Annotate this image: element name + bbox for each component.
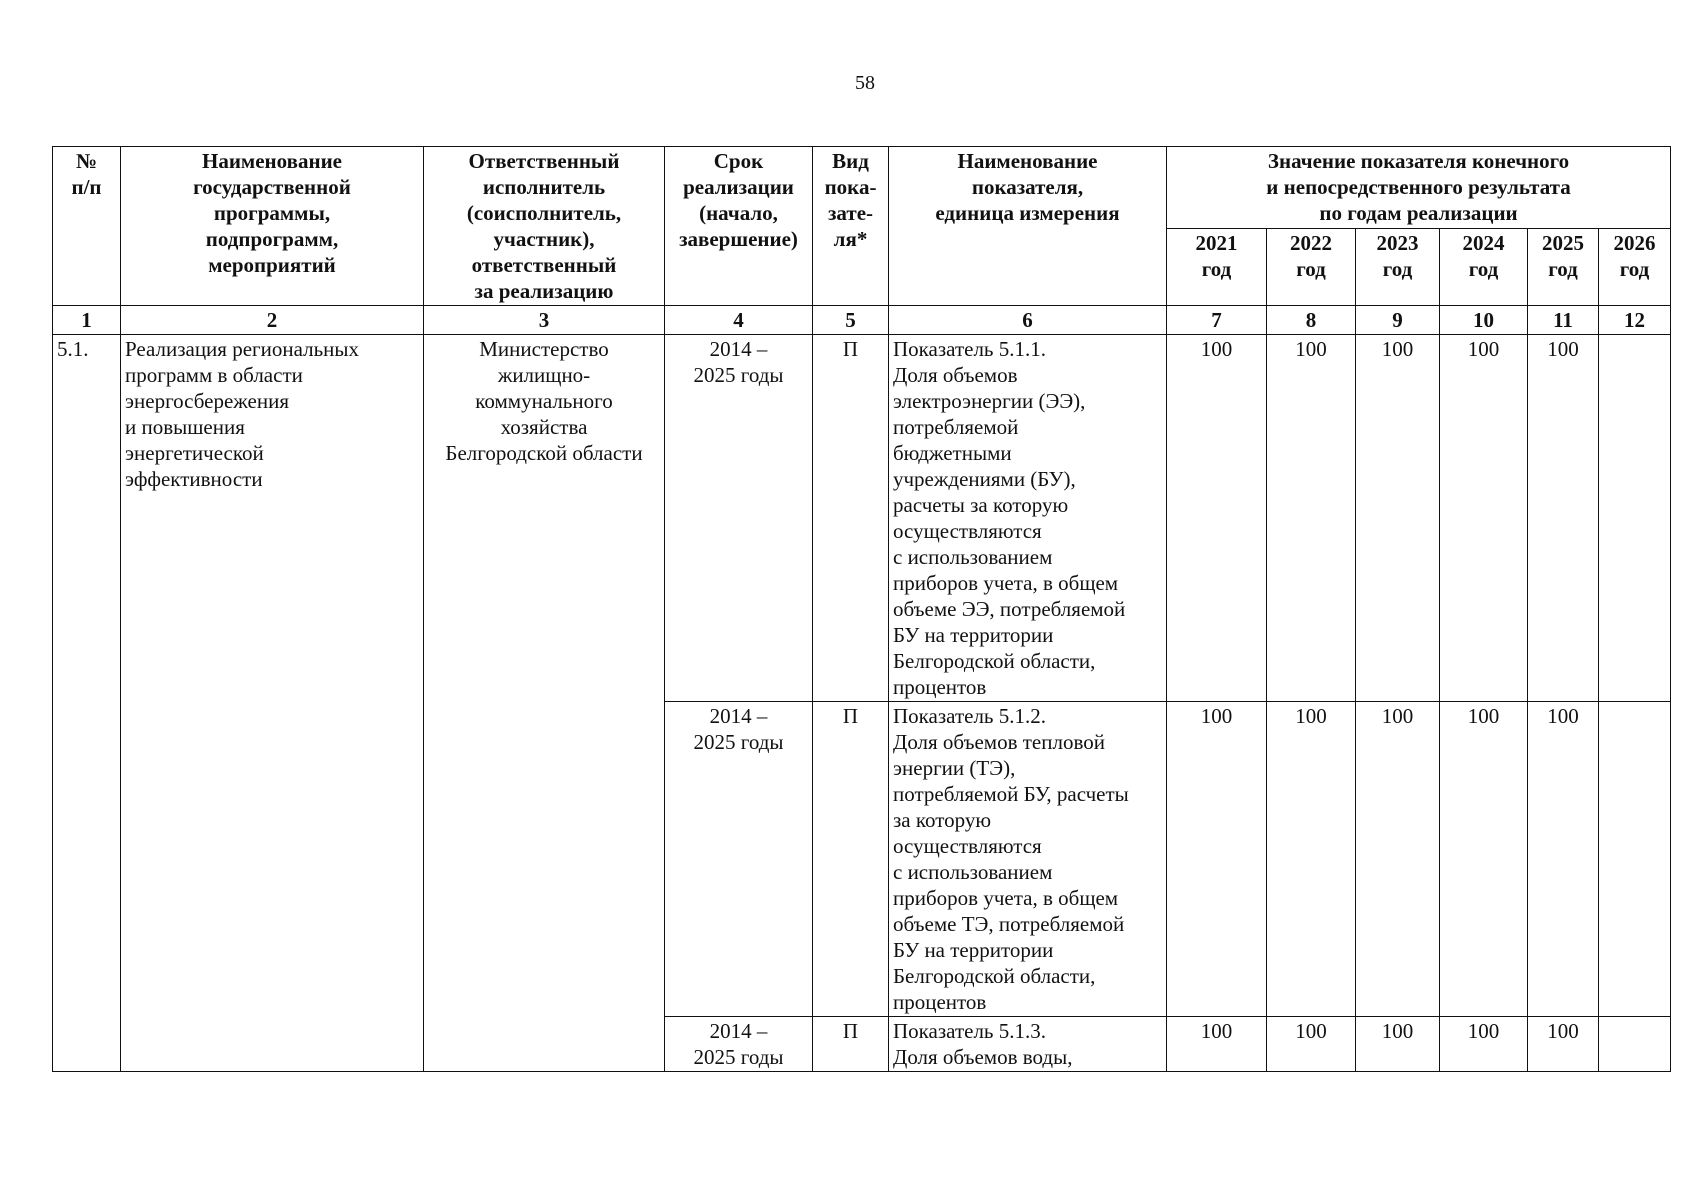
header-year-2024: 2024 год <box>1440 229 1528 306</box>
value-2022: 100 <box>1267 702 1356 1017</box>
column-number: 5 <box>813 306 889 335</box>
indicator-type: П <box>813 702 889 1017</box>
value-2023: 100 <box>1356 702 1440 1017</box>
value-2025: 100 <box>1528 1017 1599 1072</box>
indicator-period: 2014 – 2025 годы <box>665 335 813 702</box>
indicator-table <box>52 146 1671 1072</box>
indicator-description: Показатель 5.1.3. Доля объемов воды, <box>889 1017 1167 1072</box>
header-program-name: Наименование государственной программы, подпрограмм, мероприятий <box>121 147 424 306</box>
value-2026 <box>1599 335 1671 702</box>
column-number: 10 <box>1440 306 1528 335</box>
value-2023: 100 <box>1356 335 1440 702</box>
header-indicator-name: Наименование показателя, единица измерения <box>889 147 1167 306</box>
indicator-type: П <box>813 1017 889 1072</box>
column-number: 8 <box>1267 306 1356 335</box>
value-2022: 100 <box>1267 1017 1356 1072</box>
header-year-2023: 2023 год <box>1356 229 1440 306</box>
value-2021: 100 <box>1167 335 1267 702</box>
header-number: № п/п <box>53 147 121 306</box>
value-2026 <box>1599 1017 1671 1072</box>
column-number: 1 <box>53 306 121 335</box>
column-number: 6 <box>889 306 1167 335</box>
indicator-period: 2014 – 2025 годы <box>665 1017 813 1072</box>
header-responsible: Ответственный исполнитель (соисполнитель, участник), ответственный за реализацию <box>424 147 665 306</box>
value-2026 <box>1599 702 1671 1017</box>
header-values-by-year: Значение показателя конечного и непосредственного результата по годам реализации <box>1167 147 1671 229</box>
value-2024: 100 <box>1440 702 1528 1017</box>
value-2021: 100 <box>1167 1017 1267 1072</box>
header-indicator-type: Вид пока- зате- ля* <box>813 147 889 306</box>
header-year-2026: 2026 год <box>1599 229 1671 306</box>
column-number: 11 <box>1528 306 1599 335</box>
responsible-executor: Министерство жилищно- коммунального хозяйства Белгородской области <box>424 335 665 1072</box>
value-2025: 100 <box>1528 335 1599 702</box>
indicator-description: Показатель 5.1.2. Доля объемов тепловой энергии (ТЭ), потребляемой БУ, расчеты за которую осуществляются с использованием приборов учета, в общем объеме ТЭ, потребляемой БУ на территории Белгородской области, процентов <box>889 702 1167 1017</box>
column-number: 3 <box>424 306 665 335</box>
value-2021: 100 <box>1167 702 1267 1017</box>
column-number: 4 <box>665 306 813 335</box>
indicator-description: Показатель 5.1.1. Доля объемов электроэнергии (ЭЭ), потребляемой бюджетными учреждениями (БУ), расчеты за которую осуществляются с использованием приборов учета, в общем объеме ЭЭ, потребляемой БУ на территории Белгородской области, процентов <box>889 335 1167 702</box>
program-name: Реализация региональных программ в области энергосбережения и повышения энергетической эффективности <box>121 335 424 1072</box>
column-number: 9 <box>1356 306 1440 335</box>
indicator-period: 2014 – 2025 годы <box>665 702 813 1017</box>
column-number: 7 <box>1167 306 1267 335</box>
page-number: 58 <box>855 72 875 94</box>
column-number: 12 <box>1599 306 1671 335</box>
header-year-2021: 2021 год <box>1167 229 1267 306</box>
table-row <box>53 335 1671 702</box>
header-year-2022: 2022 год <box>1267 229 1356 306</box>
value-2023: 100 <box>1356 1017 1440 1072</box>
value-2024: 100 <box>1440 335 1528 702</box>
indicator-type: П <box>813 335 889 702</box>
header-year-2025: 2025 год <box>1528 229 1599 306</box>
value-2024: 100 <box>1440 1017 1528 1072</box>
row-number: 5.1. <box>53 335 121 1072</box>
header-period: Срок реализации (начало, завершение) <box>665 147 813 306</box>
value-2022: 100 <box>1267 335 1356 702</box>
value-2025: 100 <box>1528 702 1599 1017</box>
column-number: 2 <box>121 306 424 335</box>
